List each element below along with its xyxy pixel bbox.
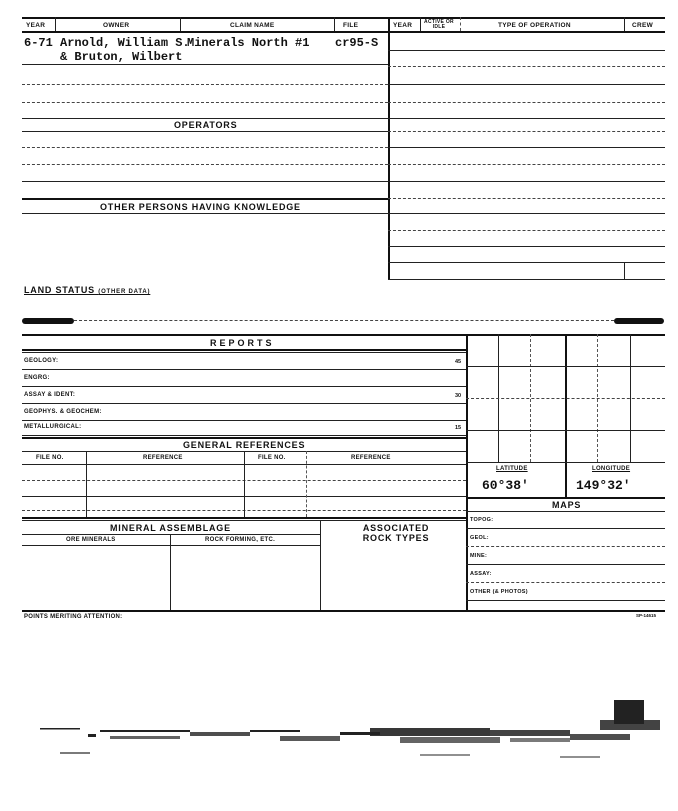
land-status-heading	[24, 285, 150, 295]
report-number: 45	[455, 359, 462, 365]
header-crew: CREW	[632, 22, 654, 29]
header-file: FILE	[343, 22, 359, 29]
other-persons-heading: OTHER PERSONS HAVING KNOWLEDGE	[100, 202, 301, 212]
report-number: 15	[455, 425, 462, 431]
associated-rock-types-heading: ASSOCIATED ROCK TYPES	[362, 523, 430, 543]
entry-owner-line2: & Bruton, Wilbert	[60, 50, 183, 64]
ref-reference-1: REFERENCE	[143, 455, 183, 461]
report-label: ENGRG:	[24, 375, 50, 381]
ref-file-no-2: FILE NO.	[258, 455, 286, 461]
header-claim-name: CLAIM NAME	[230, 22, 275, 29]
report-row-line	[22, 403, 466, 404]
ref-reference-2: REFERENCE	[351, 455, 391, 461]
scan-smudge-right	[614, 318, 664, 324]
map-row-line	[466, 564, 665, 565]
map-label: MINE:	[470, 553, 488, 559]
report-row-line	[22, 435, 466, 436]
operators-heading: OPERATORS	[174, 120, 238, 130]
longitude-value: 149°32'	[576, 478, 631, 493]
map-label: OTHER (& PHOTOS)	[470, 589, 528, 595]
entry-claim-name: Minerals North #1	[187, 36, 310, 50]
maps-heading: MAPS	[552, 500, 582, 510]
header-active-or-idle: ACTIVE OR IDLE	[424, 19, 454, 30]
scan-noise-band	[40, 690, 660, 770]
report-row-line	[22, 369, 466, 370]
report-label: ASSAY & IDENT:	[24, 392, 76, 398]
report-row-line	[22, 420, 466, 421]
entry-file: cr95-S	[335, 36, 379, 50]
longitude-label: LONGITUDE	[592, 466, 631, 472]
map-label: TOPOG:	[470, 517, 494, 523]
land-status-sublabel: (OTHER DATA)	[98, 289, 151, 295]
report-label: GEOPHYS. & GEOCHEM:	[24, 409, 102, 415]
ref-file-no-1: FILE NO.	[36, 455, 64, 461]
latitude-label: LATITUDE	[496, 466, 528, 472]
latitude-value: 60°38'	[482, 478, 529, 493]
map-label: ASSAY:	[470, 571, 492, 577]
entry-year: 6-71	[24, 36, 53, 50]
form-number: SP-14615	[636, 613, 657, 618]
rock-forming-label: ROCK FORMING, ETC.	[205, 537, 276, 543]
map-label: GEOL:	[470, 535, 489, 541]
points-meriting-attention-label: POINTS MERITING ATTENTION:	[24, 614, 123, 620]
report-label: GEOLOGY:	[24, 358, 59, 364]
header-year: YEAR	[26, 22, 46, 29]
land-status-label: LAND STATUS	[24, 285, 95, 295]
map-row-line	[466, 582, 665, 583]
scan-smudge-left	[22, 318, 74, 324]
map-row-line	[466, 546, 665, 547]
map-row-line	[466, 528, 665, 529]
header-owner: OWNER	[103, 22, 130, 29]
header-year-2: YEAR	[393, 22, 413, 29]
general-references-heading: GENERAL REFERENCES	[183, 440, 306, 450]
ore-minerals-label: ORE MINERALS	[66, 537, 116, 543]
report-label: METALLURGICAL:	[24, 424, 82, 430]
header-type-of-operation: TYPE OF OPERATION	[498, 22, 571, 29]
reports-heading: REPORTS	[210, 338, 275, 348]
map-row-line	[466, 600, 665, 601]
mineral-assemblage-heading: MINERAL ASSEMBLAGE	[110, 523, 231, 533]
report-row-line	[22, 386, 466, 387]
report-number: 30	[455, 393, 462, 399]
entry-owner-line1: Arnold, William S.	[60, 36, 190, 50]
